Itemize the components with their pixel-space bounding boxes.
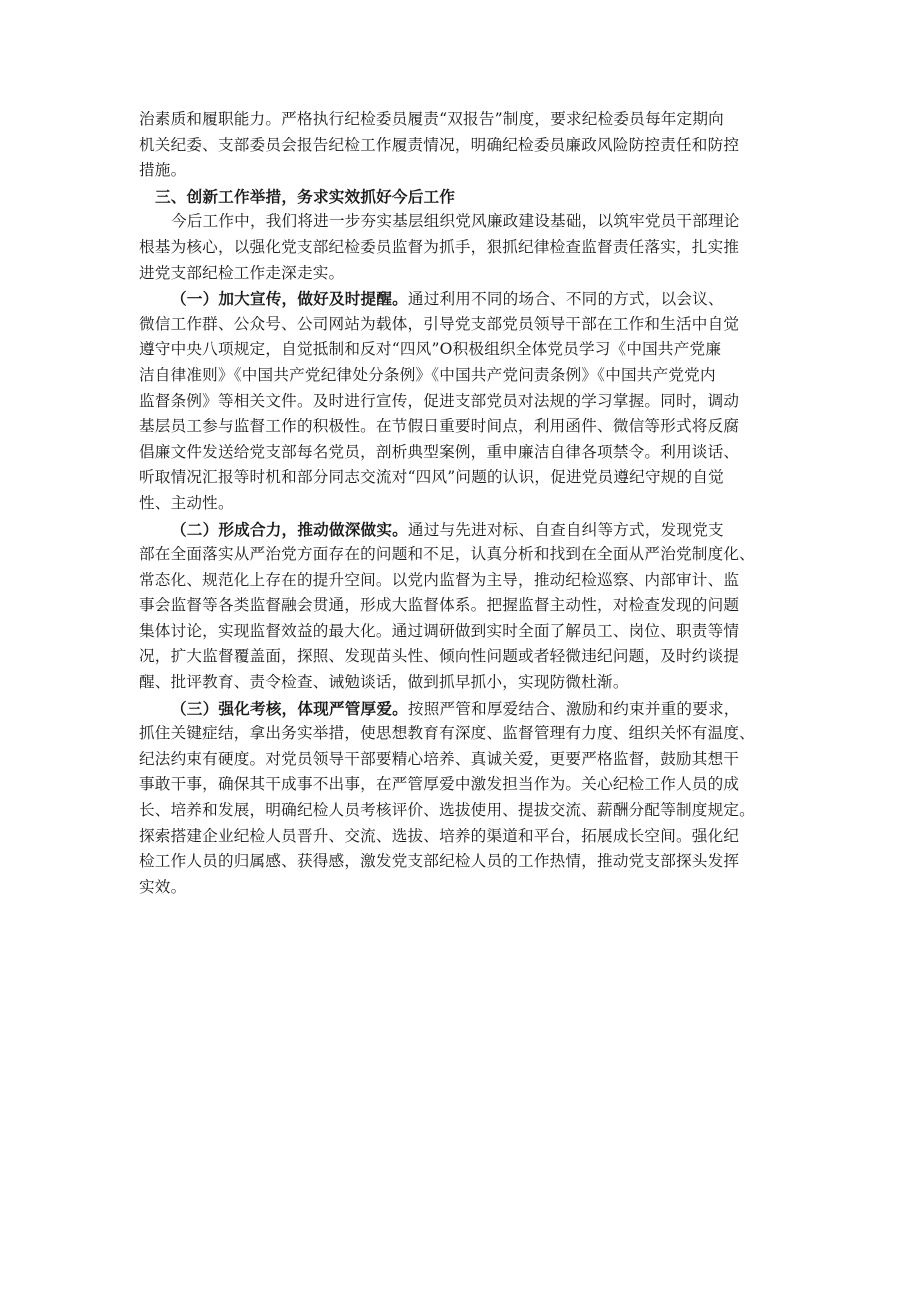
paragraph-line: 事会监督等各类监督融会贯通，形成大监督体系。把握监督主动性，对检查发现的问题 [139, 596, 740, 615]
paragraph-line: 探索搭建企业纪检人员晋升、交流、选拔、培养的渠道和平台，拓展成长空间。强化纪 [139, 826, 740, 845]
paragraph-line: 微信工作群、公众号、公司网站为载体，引导党支部党员领导干部在工作和生活中自觉 [139, 314, 740, 333]
item-text: 通过利用不同的场合、不同的方式，以会议、 [407, 290, 724, 309]
paragraph-line: 抓住关键症结，拿出务实举措，使思想教育有深度、监督管理有力度、组织关怀有温度、 [139, 724, 755, 743]
paragraph-line: 实效。 [139, 877, 187, 896]
paragraph-line: 常态化、规范化上存在的提升空间。以党内监督为主导，推动纪检巡察、内部审计、监 [139, 570, 740, 589]
paragraph-line: 部在全面落实从严治党方面存在的问题和不足，认真分析和找到在全面从严治党制度化、 [139, 545, 755, 564]
paragraph-line: 醒、批评教育、责令检查、诫勉谈话，做到抓早抓小，实现防微杜渐。 [139, 673, 629, 692]
item-text: 通过与先进对标、自查自纠等方式，发现党支 [407, 520, 724, 539]
section-heading: 三、创新工作举措，务求实效抓好今后工作 [155, 186, 456, 206]
paragraph-line: 况，扩大监督覆盖面，探照、发现苗头性、倾向性问题或者轻微违纪问题，及时约谈提 [139, 647, 740, 666]
document-body [139, 107, 795, 900]
paragraph-line: 进党支部纪检工作走深走实。 [139, 263, 345, 282]
item-first-line [139, 517, 795, 543]
paragraph-line: 检工作人员的归属感、获得感，激发党支部纪检人员的工作热情，推动党支部探头发挥 [139, 852, 740, 871]
paragraph-line: 监督条例》等相关文件。及时进行宣传，促进支部党员对法规的学习掌握。同时，调动 [139, 391, 740, 410]
item-text: 按照严管和厚爱结合、激励和约束并重的要求， [407, 699, 740, 718]
paragraph-line: 措施。 [139, 161, 187, 180]
paragraph-line: 长、培养和发展，明确纪检人员考核评价、选拔使用、提拔交流、薪酬分配等制度规定。 [139, 801, 755, 820]
paragraph-line: 今后工作中，我们将进一步夯实基层组织党风廉政建设基础，以筑牢党员干部理论 [171, 212, 740, 231]
paragraph-line: 根基为核心，以强化党支部纪检委员监督为抓手，狠抓纪律检查监督责任落实，扎实推 [139, 237, 740, 256]
paragraph-line: 纪法约束有硬度。对党员领导干部要精心培养、真诚关爱，更要严格监督，鼓励其想干 [139, 749, 740, 768]
item-heading: （一）加大宣传，做好及时提醒。 [171, 289, 408, 309]
paragraph-line: 基层员工参与监督工作的积极性。在节假日重要时间点，利用函件、微信等形式将反腐 [139, 417, 740, 436]
item-heading: （三）强化考核，体现严管厚爱。 [171, 698, 408, 718]
paragraph-line: 倡廉文件发送给党支部每名党员，剖析典型案例，重申廉洁自律各项禁令。利用谈话、 [139, 442, 740, 461]
item-first-line [139, 286, 795, 312]
paragraph-line: 事敢干事，确保其干成事不出事，在严管厚爱中激发担当作为。关心纪检工作人员的成 [139, 775, 740, 794]
paragraph-line: 洁自律准则》《中国共产党纪律处分条例》《中国共产党问责条例》《中国共产党党内 [139, 365, 716, 384]
item-heading: （二）形成合力，推动做深做实。 [171, 519, 408, 539]
paragraph-line: 性、主动性。 [139, 493, 234, 512]
paragraph-line: 治素质和履职能力。严格执行纪检委员履责“双报告”制度，要求纪检委员每年定期向 [139, 110, 724, 128]
paragraph-line: 机关纪委、支部委员会报告纪检工作履责情况，明确纪检委员廉政风险防控责任和防控 [139, 135, 740, 154]
item-first-line [139, 696, 795, 722]
paragraph-line: 集体讨论，实现监督效益的最大化。通过调研做到实时全面了解员工、岗位、职责等情 [139, 621, 740, 640]
paragraph-line: 遵守中央八项规定，自觉抵制和反对“四风”O积极组织全体党员学习《中国共产党廉 [139, 340, 722, 359]
paragraph-line: 听取情况汇报等时机和部分同志交流对“四风”问题的认识，促进党员遵纪守规的自觉 [139, 468, 724, 487]
